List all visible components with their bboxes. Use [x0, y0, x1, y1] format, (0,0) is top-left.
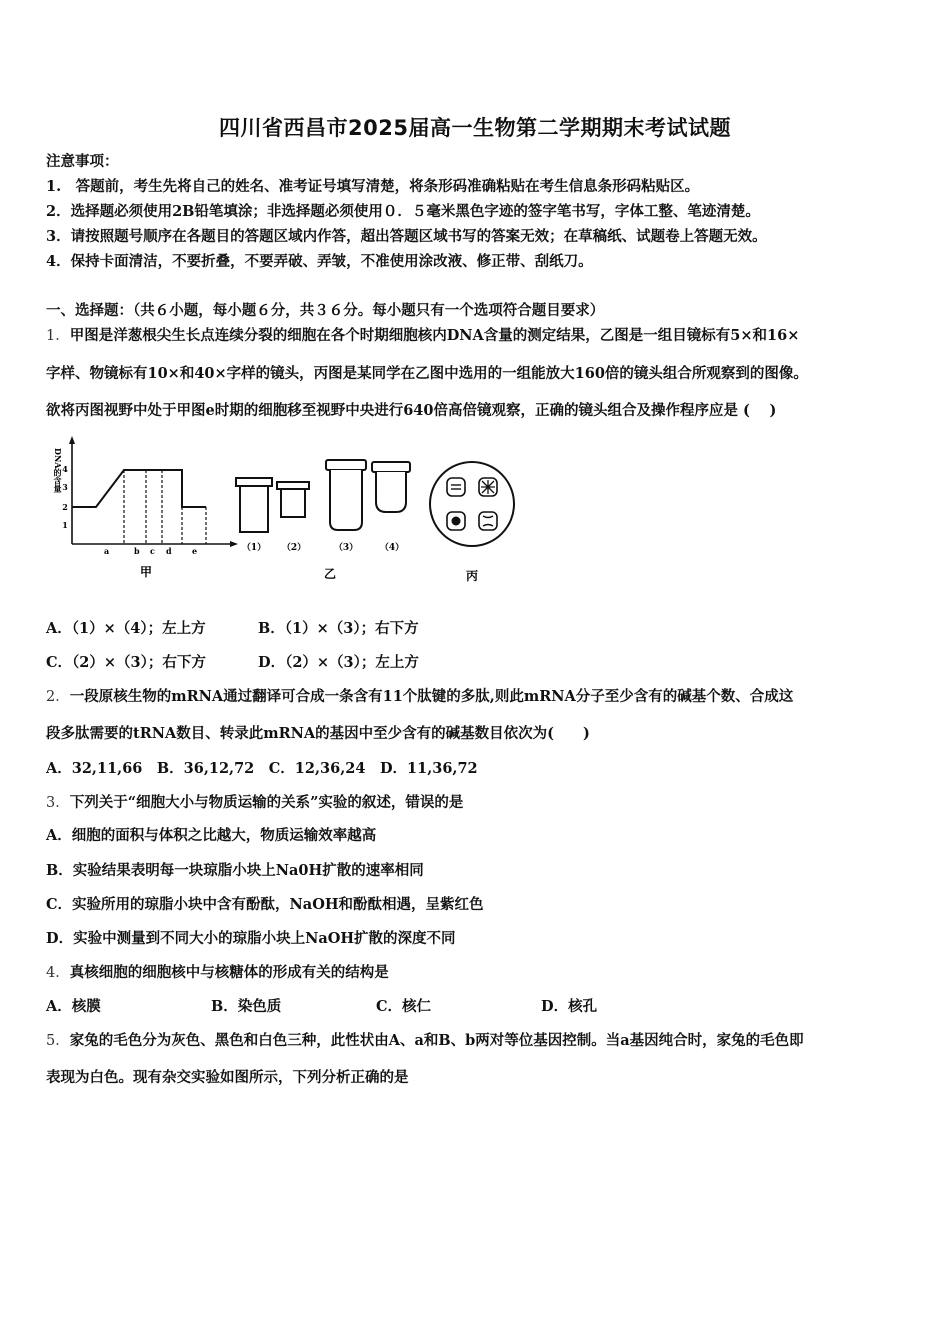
lens-2-cap: [277, 482, 309, 489]
lens-label-4: （4）: [379, 543, 405, 553]
q1-text-1: 甲图是洋葱根尖生长点连续分裂的细胞在各个时期细胞核内DNA含量的测定结果，乙图是一组目镜标有5×和16×: [69, 327, 800, 344]
y-tick-4: 4: [62, 464, 68, 474]
view-bing: [430, 462, 514, 583]
q5-text-1: 家兔的毛色分为灰色、黑色和白色三种，此性状由A、a和B、b两对等位基因控制。当a基因纯合时，家兔的毛色即: [69, 1032, 804, 1049]
q2-line-2: 段多肽需要的tRNA数目、转录此mRNA的基因中至少含有的碱基数目依次为( ): [46, 725, 590, 742]
notice-item-4: 4．保持卡面清洁，不要折叠，不要弄破、弄皱，不准使用涂改液、修正带、刮纸刀。: [46, 253, 593, 270]
q1-number: 1．: [46, 328, 70, 344]
q4-stem: 真核细胞的细胞核中与核糖体的形成有关的结构是: [69, 964, 389, 981]
q3-option-d: D．实验中测量到不同大小的琼脂小块上NaOH扩散的深度不同: [46, 930, 456, 947]
y-axis-arrow: [69, 436, 75, 444]
q1-line-2: 字样、物镜标有10×和40×字样的镜头，丙图是某同学在乙图中选用的一组能放大160倍的镜头组合所观察到的图像。: [46, 365, 808, 382]
notice-heading: 注意事项：: [46, 153, 119, 170]
lens-1-cap: [236, 478, 272, 486]
q1-figure-svg: [46, 430, 526, 590]
q4-option-a: A．核膜: [46, 998, 101, 1015]
view-circle: [430, 462, 514, 546]
q3-option-c: C．实验所用的琼脂小块中含有酚酞，NaOH和酚酞相遇，呈紫红色: [46, 896, 484, 913]
lens-label-2: （2）: [281, 543, 307, 553]
cell-nucleus: [452, 517, 461, 526]
x-tick-d: d: [166, 546, 172, 556]
lens-label-1: （1）: [241, 543, 267, 553]
cell-bottom-right: [479, 512, 497, 530]
label-jia: 甲: [139, 565, 153, 579]
label-yi: 乙: [323, 567, 337, 581]
q1-line-1: [46, 326, 799, 346]
section-heading: 一、选择题：（共６小题，每小题６分，共３６分。每小题只有一个选项符合题目要求）: [46, 302, 605, 319]
chart-jia: [53, 436, 238, 579]
q1-option-b: B．（1）×（3）；右下方: [258, 620, 419, 637]
q3-option-b: B．实验结果表明每一块琼脂小块上Na0H扩散的速率相同: [46, 862, 424, 879]
x-tick-a: a: [104, 546, 110, 556]
x-tick-b: b: [134, 546, 140, 556]
q4-option-c: C．核仁: [376, 998, 432, 1015]
lenses-yi: [236, 460, 410, 581]
q3-stem: 下列关于“细胞大小与物质运输的关系”实验的叙述，错误的是: [69, 794, 464, 811]
notice-item-3: 3．请按照题号顺序在各题目的答题区域内作答，超出答题区域书写的答案无效；在草稿纸、试题卷上答题无效。: [46, 228, 767, 245]
q5-line-1: [46, 1031, 804, 1051]
y-axis-title: DNA的含量: [53, 448, 63, 493]
q5-number: 5．: [46, 1033, 70, 1049]
q3-stem-line: [46, 793, 463, 813]
q2-line-1: [46, 687, 793, 707]
q4-stem-line: [46, 963, 389, 983]
cell-top-left: [447, 478, 465, 496]
y-tick-2: 2: [62, 502, 68, 512]
q5-line-2: 表现为白色。现有杂交实验如图所示，下列分析正确的是: [46, 1069, 409, 1086]
lens-4-body: [376, 472, 406, 512]
dna-curve: [72, 470, 206, 507]
q4-number: 4．: [46, 965, 70, 981]
q1-option-a: A．（1）×（4）；左上方: [46, 620, 206, 637]
y-tick-1: 1: [62, 520, 68, 530]
q4-option-d: D．核孔: [541, 998, 598, 1015]
x-tick-c: c: [150, 546, 155, 556]
lens-label-3: （3）: [333, 543, 359, 553]
y-tick-3: 3: [62, 482, 68, 492]
label-bing: 丙: [465, 569, 479, 583]
q1-option-c: C．（2）×（3）；右下方: [46, 654, 206, 671]
lens-2-body: [281, 489, 305, 517]
lens-1-body: [240, 486, 268, 532]
lens-3-body: [330, 470, 362, 530]
q3-number: 3．: [46, 795, 70, 811]
q2-number: 2．: [46, 689, 70, 705]
q2-text-1: 一段原核生物的mRNA通过翻译可合成一条含有11个肽键的多肽,则此mRNA分子至少含有的碱基个数、合成这: [69, 688, 794, 705]
q2-options: A．32,11,66 B．36,12,72 C．12,36,24 D．11,36,72: [46, 760, 478, 777]
lens-4-cap: [372, 462, 410, 472]
q1-line-3: 欲将丙图视野中处于甲图e时期的细胞移至视野中央进行640倍高倍镜观察，正确的镜头组合及操作程序应是 ( ): [46, 402, 777, 419]
x-tick-e: e: [192, 546, 198, 556]
x-axis-arrow: [230, 541, 238, 547]
notice-item-1: 1. 答题前，考生先将自己的姓名、准考证号填写清楚，将条形码准确粘贴在考生信息条形码粘贴区。: [46, 178, 700, 195]
q1-option-d: D．（2）×（3）；左上方: [258, 654, 419, 671]
notice-item-2: 2．选择题必须使用2B铅笔填涂；非选择题必须使用０．５毫米黑色字迹的签字笔书写，字体工整、笔迹清楚。: [46, 203, 760, 220]
lens-3-cap: [326, 460, 366, 470]
q1-figure: [46, 430, 526, 590]
q4-option-b: B．染色质: [211, 998, 282, 1015]
q3-option-a: A．细胞的面积与体积之比越大，物质运输效率越高: [46, 827, 377, 844]
page-title: 四川省西昌市2025届高一生物第二学期期末考试试题: [219, 116, 731, 140]
